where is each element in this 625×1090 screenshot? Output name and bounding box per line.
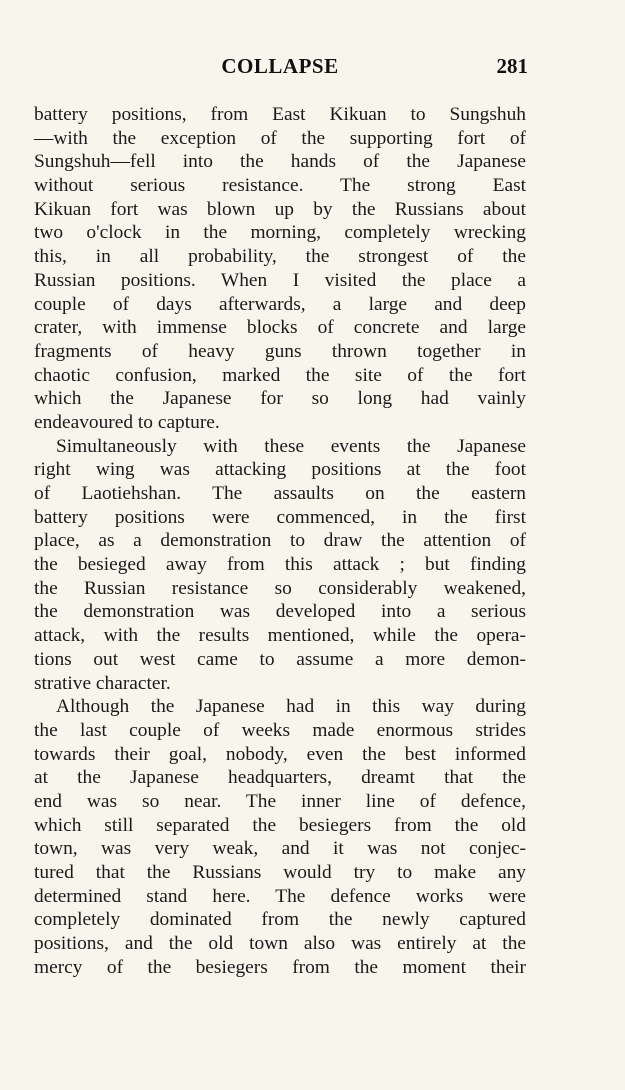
running-header	[34, 54, 526, 80]
text-line: Russian positions. When I visited the place a	[34, 269, 526, 291]
text-line: the last couple of weeks made enormous strides	[34, 719, 526, 741]
text-line: Although the Japanese had in this way during	[56, 696, 526, 718]
text-line: the Russian resistance so considerably weakened,	[34, 577, 526, 599]
text-line: battery positions, from East Kikuan to Sungshuh	[34, 104, 526, 125]
text-line: tions out west came to assume a more demon-	[34, 648, 526, 670]
text-line: Kikuan fort was blown up by the Russians about	[34, 198, 526, 220]
text-line: chaotic confusion, marked the site of the fort	[34, 364, 526, 386]
text-line: tured that the Russians would try to make any	[34, 862, 526, 883]
text-line: of Laotiehshan. The assaults on the eastern	[34, 483, 526, 504]
text-line: strative character.	[34, 672, 171, 694]
body-text	[34, 103, 526, 979]
text-line: endeavoured to capture.	[34, 411, 220, 433]
text-line: determined stand here. The defence works were	[34, 885, 526, 907]
text-line: without serious resistance. The strong East	[34, 175, 526, 197]
text-line: towards their goal, nobody, even the best informed	[34, 743, 526, 765]
page-number: 281	[496, 54, 528, 78]
text-line: Simultaneously with these events the Japanese	[56, 435, 526, 457]
text-line: which still separated the besiegers from the old	[34, 814, 526, 836]
text-line: the besieged away from this attack ; but finding	[34, 554, 526, 576]
text-line: completely dominated from the newly captured	[34, 909, 526, 931]
chapter-title: COLLAPSE	[221, 54, 339, 78]
text-line: battery positions were commenced, in the first	[34, 506, 526, 528]
text-line: at the Japanese headquarters, dreamt that the	[34, 767, 526, 789]
text-line: the demonstration was developed into a serious	[34, 601, 526, 623]
text-line: attack, with the results mentioned, while the opera-	[34, 625, 526, 647]
text-line: which the Japanese for so long had vainly	[34, 388, 526, 410]
text-line: fragments of heavy guns thrown together in	[34, 340, 526, 362]
text-line: crater, with immense blocks of concrete and large	[34, 317, 526, 339]
text-line: couple of days afterwards, a large and deep	[34, 293, 526, 315]
text-line: this, in all probability, the strongest of the	[34, 246, 526, 268]
text-line: place, as a demonstration to draw the attention of	[34, 530, 526, 552]
text-line: —with the exception of the supporting fort of	[34, 127, 526, 149]
text-line: mercy of the besiegers from the moment their	[34, 956, 526, 978]
text-line: positions, and the old town also was entirely at the	[34, 933, 526, 955]
text-line: town, was very weak, and it was not conjec-	[34, 838, 526, 860]
text-line: two o'clock in the morning, completely wrecking	[34, 222, 526, 244]
text-line: Sungshuh—fell into the hands of the Japanese	[34, 151, 526, 173]
text-line: right wing was attacking positions at the foot	[34, 459, 526, 481]
text-line: end was so near. The inner line of defence,	[34, 790, 526, 812]
